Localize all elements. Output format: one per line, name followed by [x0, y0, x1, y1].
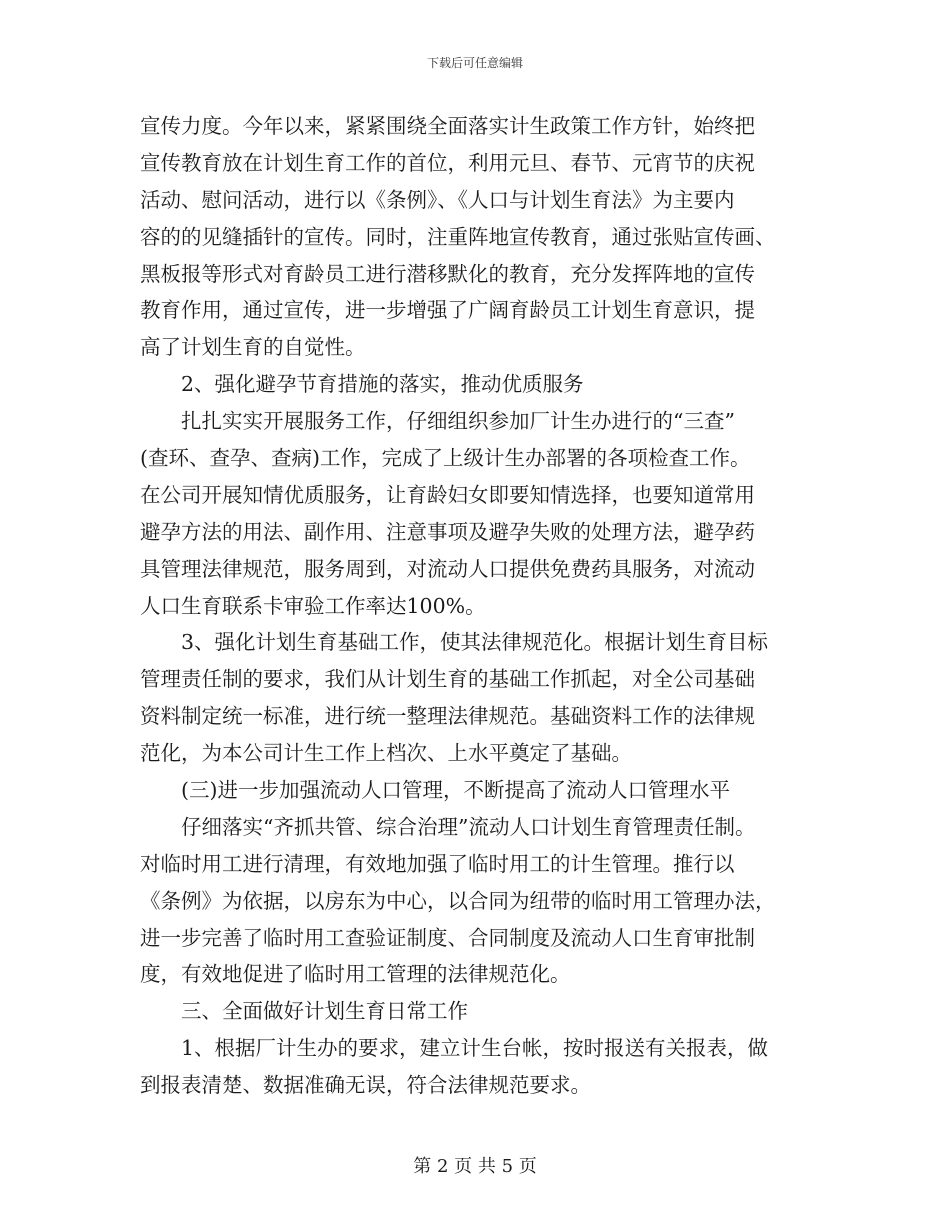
text-line: (查环、查孕、查病)工作，完成了上级计生办部署的各项检查工作。	[140, 446, 751, 471]
text-line: 度，有效地促进了临时用工管理的法律规范化。	[140, 962, 571, 987]
text-line: 到报表清楚、数据准确无误，符合法律规范要求。	[140, 1073, 591, 1098]
text-line: 扎扎实实开展服务工作，仔细组织参加厂计生办进行的“三查”	[181, 409, 735, 434]
text-line: 人口生育联系卡审验工作率达100%。	[140, 593, 486, 618]
text-line: 资料制定统一标准，进行统一整理法律规范。基础资料工作的法律规	[140, 704, 755, 729]
text-line: 进一步完善了临时用工查验证制度、合同制度及流动人口生育审批制	[140, 925, 755, 950]
text-line: 具管理法律规范，服务周到，对流动人口提供免费药具服务，对流动	[140, 556, 755, 581]
text-line: 在公司开展知情优质服务，让育龄妇女即要知情选择，也要知道常用	[140, 482, 755, 507]
text-line: 《条例》为依据，以房东为中心，以合同为纽带的临时用工管理办法，	[140, 888, 776, 913]
text-line: 避孕方法的用法、副作用、注意事项及避孕失败的处理方法，避孕药	[140, 519, 755, 544]
text-line: 1、根据厂计生办的要求，建立计生台帐，按时报送有关报表，做	[181, 1036, 769, 1061]
text-line: 宣传力度。今年以来，紧紧围绕全面落实计生政策工作方针，始终把	[140, 114, 755, 138]
document-body	[140, 108, 810, 1104]
text-line: 宣传教育放在计划生育工作的首位，利用元旦、春节、元宵节的庆祝	[140, 150, 755, 175]
text-line: 三、全面做好计划生育日常工作	[181, 999, 468, 1024]
text-line: 范化，为本公司计生工作上档次、上水平奠定了基础。	[140, 741, 632, 766]
text-line: 管理责任制的要求，我们从计划生育的基础工作抓起，对全公司基础	[140, 667, 755, 692]
text-line: 容的的见缝插针的宣传。同时，注重阵地宣传教育，通过张贴宣传画、	[140, 224, 776, 249]
text-line: 2、强化避孕节育措施的落实，推动优质服务	[181, 372, 584, 397]
text-line: 教育作用，通过宣传，进一步增强了广阔育龄员工计划生育意识，提	[140, 298, 755, 323]
text-line: 活动、慰问活动，进行以《条例》、《人口与计划生育法》为主要内	[140, 187, 735, 212]
text-line: 黑板报等形式对育龄员工进行潜移默化的教育，充分发挥阵地的宣传	[140, 261, 755, 286]
text-line: 3、强化计划生育基础工作，使其法律规范化。根据计划生育目标	[181, 630, 769, 655]
text-line: (三)进一步加强流动人口管理，不断提高了流动人口管理水平	[181, 778, 730, 803]
text-line: 对临时用工进行清理，有效地加强了临时用工的计生管理。推行以	[140, 851, 735, 876]
text-line: 高了计划生育的自觉性。	[140, 335, 366, 360]
page-header: 下载后可任意编辑	[426, 56, 523, 70]
page-footer: 第 2 页 共 5 页	[413, 1156, 537, 1177]
text-line: 仔细落实“齐抓共管、综合治理”流动人口计划生育管理责任制。	[181, 814, 756, 839]
